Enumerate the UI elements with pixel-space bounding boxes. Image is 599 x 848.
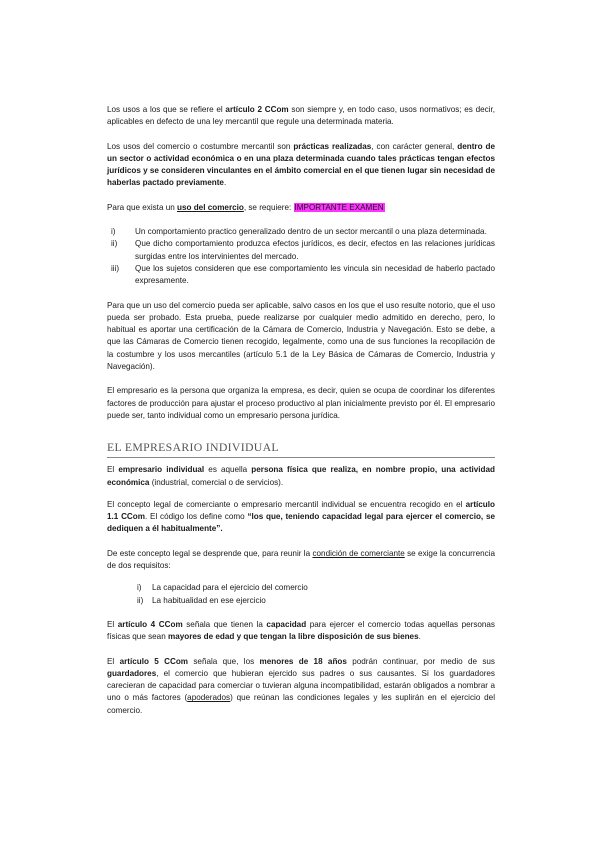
document-page (107, 104, 495, 729)
list-item: ii) Que dicho comportamiento produzca efectos jurídicos, es decir, efectos en las relaciones jurídicas surgidas entre los intervinientes del mercado. (111, 239, 495, 261)
list-item: i) La capacidad para el ejercicio del comercio (137, 583, 308, 593)
paragraph-articulo-4: El artículo 4 CCom señala que tienen la capacidad para ejercer el comercio todas aquellas personas físicas que sean mayores de edad y que tengan la libre disposición de sus bienes. (107, 619, 495, 642)
paragraph-requisitos-uso: Para que exista un uso del comercio, se requiere: IMPORTANTE EXAMEN (107, 202, 384, 212)
list-item: i) Un comportamiento practico generalizado dentro de un sector mercantil o una plaza determinada. (111, 227, 487, 237)
list-item: iii) Que los sujetos consideren que ese comportamiento les vincula sin necesidad de haberlo pactado expresamente. (111, 263, 495, 286)
paragraph-usos-normativos: Los usos a los que se refiere el artículo 2 CCom son siempre y, en todo caso, usos normativos; es decir, aplicables en defecto de una ley mercantil que regule una determinada materia. (107, 105, 495, 127)
section-heading: EL EMPRESARIO INDIVIDUAL (107, 440, 495, 458)
requisitos-list (107, 582, 495, 607)
highlight-importante-examen: IMPORTANTE EXAMEN (294, 202, 384, 212)
paragraph-prueba-uso: Para que un uso del comercio pueda ser aplicable, salvo casos en los que el uso resulte notorio, que el uso pueda ser probado. Esta prueba, puede realizarse por cualquier medio admitido en derecho, pero, lo habitual es aportar una certificación de la Cámara de Comercio, Industria y Navegación. Esto se debe, a que las Cámaras de Comercio tienen recogido, legalmente, como una de sus funciones la recopilación de la costumbre y los usos mercantiles (artículo 5.1 de la Ley Básica de Cámaras de Comercio, Industria y Navegación). (107, 300, 495, 372)
paragraph-condicion-comerciante: De este concepto legal se desprende que, para reunir la condición de comerciante se exige la concurrencia de dos requisitos: (107, 548, 495, 571)
paragraph-empresario: El empresario es la persona que organiza la empresa, es decir, quien se ocupa de coordinar los diferentes factores de producción para ajustar el proceso productivo al plan inicialmente previsto por él. El empresario puede ser, tanto individual como un empresario persona jurídica. (107, 386, 495, 420)
paragraph-empresario-individual: El empresario individual es aquella persona física que realiza, en nombre propio, una actividad económica (industrial, comercial o de servicios). (107, 465, 496, 487)
list-item: ii) La habitualidad en ese ejercicio (137, 595, 266, 605)
paragraph-articulo-5: El artículo 5 CCom señala que, los menores de 18 años podrán continuar, por medio de sus guardadores, el comercio que hubieran ejercido sus padres o sus causantes. Si los guardadores carecieran de capacidad para comerciar o tuvieran alguna incompatibilidad, estarán obligados a nombrar a uno o más factores (apoderados) que reúnan las condiciones legales y les suplirán en el ejercicio del comercio. (107, 656, 496, 715)
requirements-list (107, 226, 495, 287)
paragraph-concepto-legal: El concepto legal de comerciante o empresario mercantil individual se encuentra recogido en el artículo 1.1 CCom. El código los define como “los que, teniendo capacidad legal para ejercer el comercio, se dediquen a él habitualmente”. (107, 499, 495, 534)
paragraph-costumbre-mercantil: Los usos del comercio o costumbre mercantil son prácticas realizadas, con carácter general, dentro de un sector o actividad económica o en una plaza determinada cuando tales prácticas tengan efectos jurídicos y se consideren vinculantes en el ámbito comercial en el que tienen lugar sin necesidad de haberlas pactado previamente. (107, 141, 495, 188)
